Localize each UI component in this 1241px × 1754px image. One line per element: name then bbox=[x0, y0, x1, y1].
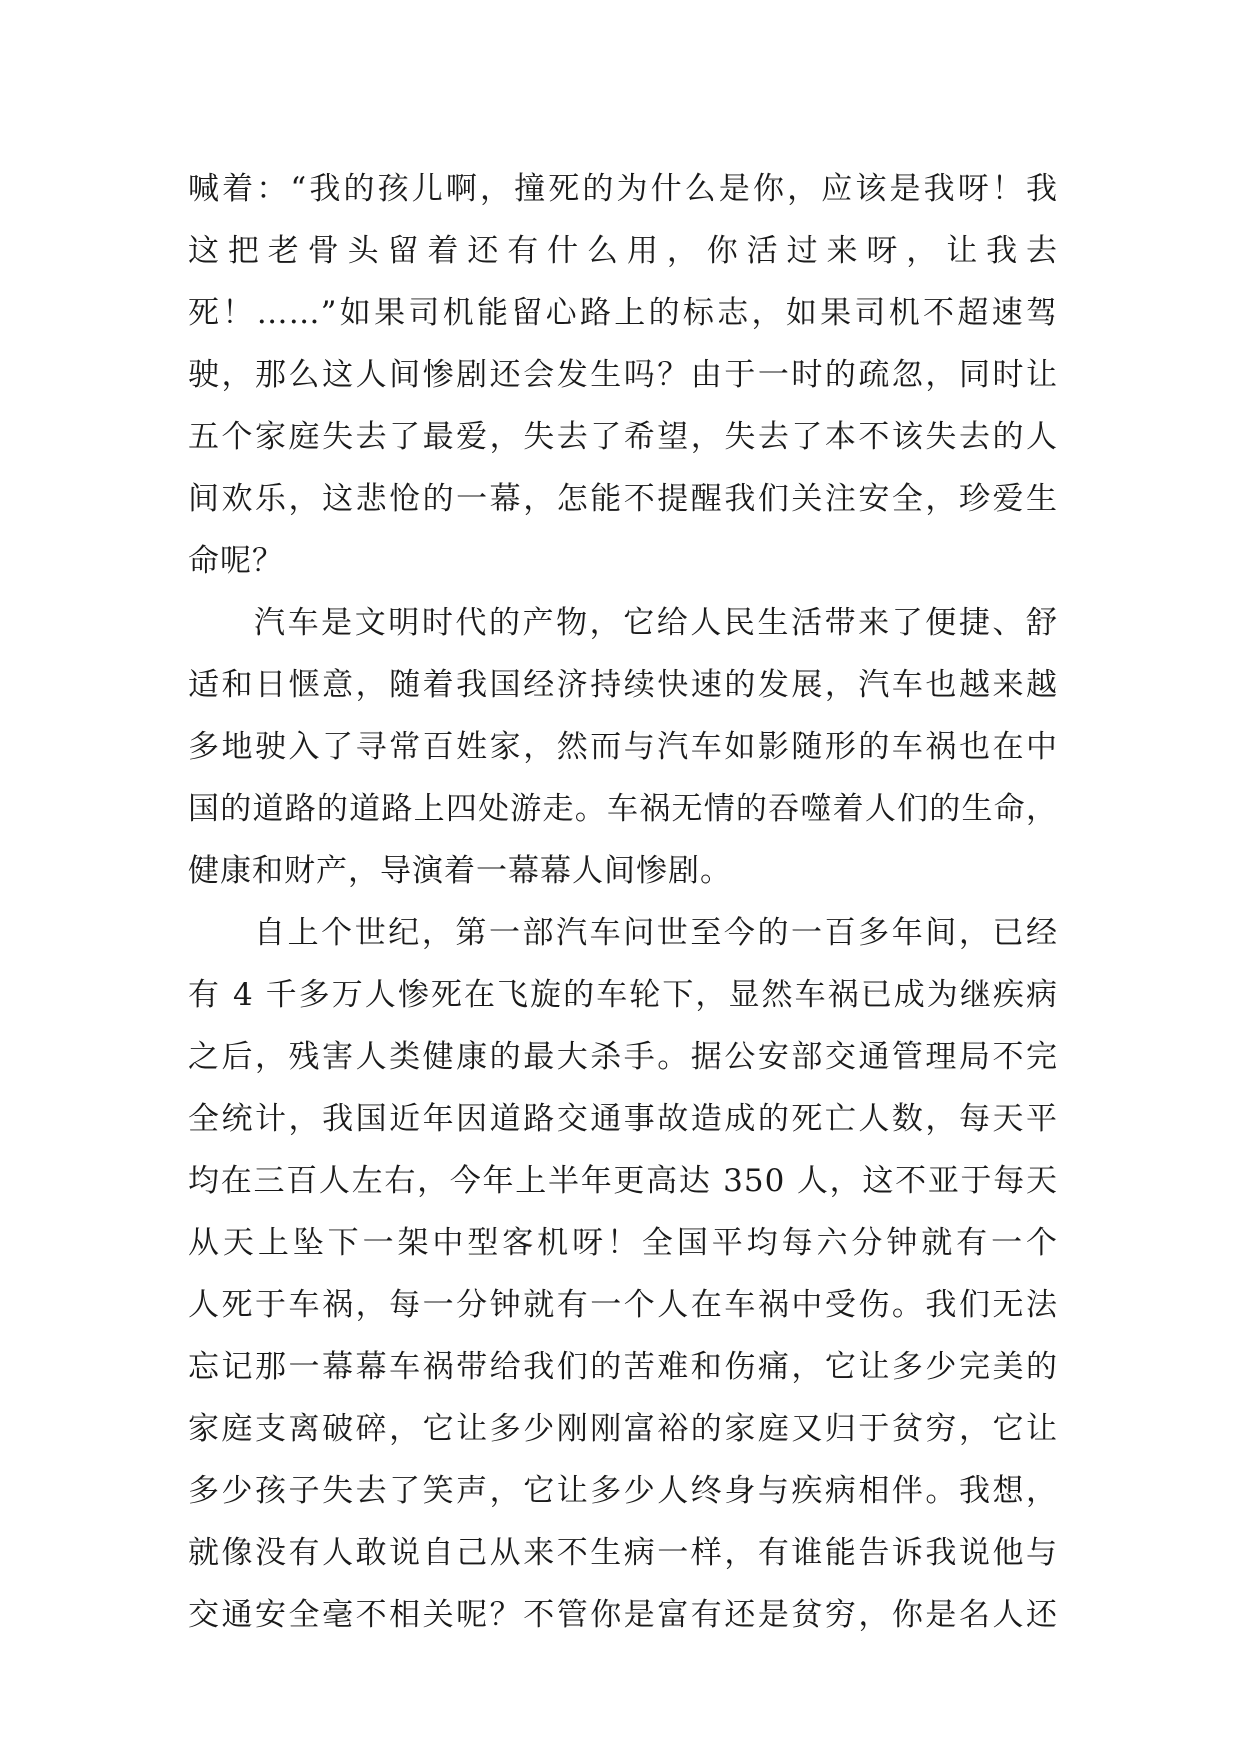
text-line: 多地驶入了寻常百姓家，然而与汽车如影随形的车祸也在中 bbox=[188, 729, 1058, 765]
text-line: 从天上坠下一架中型客机呀！全国平均每六分钟就有一个 bbox=[188, 1225, 1058, 1261]
text-line: 驶，那么这人间惨剧还会发生吗？由于一时的疏忽，同时让 bbox=[188, 357, 1058, 393]
text-line: 五个家庭失去了最爱，失去了希望，失去了本不该失去的人 bbox=[188, 419, 1058, 455]
text-line: 多少孩子失去了笑声，它让多少人终身与疾病相伴。我想， bbox=[188, 1473, 1058, 1509]
text-line: 喊着：“我的孩儿啊，撞死的为什么是你，应该是我呀！我 bbox=[188, 171, 1058, 207]
text-line: 之后，残害人类健康的最大杀手。据公安部交通管理局不完 bbox=[188, 1039, 1058, 1075]
text-line: 家庭支离破碎，它让多少刚刚富裕的家庭又归于贫穷，它让 bbox=[188, 1411, 1058, 1447]
text-line: 就像没有人敢说自己从来不生病一样，有谁能告诉我说他与 bbox=[188, 1535, 1058, 1571]
body-text bbox=[188, 158, 1058, 1646]
text-line: 这把老骨头留着还有什么用，你活过来呀，让我去 bbox=[188, 233, 1058, 269]
text-line: 全统计，我国近年因道路交通事故造成的死亡人数，每天平 bbox=[188, 1101, 1058, 1137]
text-line: 交通安全毫不相关呢？不管你是富有还是贫穷，你是名人还 bbox=[188, 1597, 1058, 1633]
text-line: 死！……”如果司机能留心路上的标志，如果司机不超速驾 bbox=[188, 295, 1058, 331]
text-line: 均在三百人左右，今年上半年更高达 350 人，这不亚于每天 bbox=[188, 1163, 1058, 1199]
text-line: 有 4 千多万人惨死在飞旋的车轮下，显然车祸已成为继疾病 bbox=[188, 977, 1058, 1013]
text-line: 适和日惬意，随着我国经济持续快速的发展，汽车也越来越 bbox=[188, 667, 1058, 703]
text-line: 忘记那一幕幕车祸带给我们的苦难和伤痛，它让多少完美的 bbox=[188, 1349, 1058, 1385]
text-line: 健康和财产，导演着一幕幕人间惨剧。 bbox=[188, 853, 732, 889]
text-line: 国的道路的道路上四处游走。车祸无情的吞噬着人们的生命， bbox=[188, 791, 1058, 827]
text-line: 命呢？ bbox=[188, 543, 284, 579]
text-line: 人死于车祸，每一分钟就有一个人在车祸中受伤。我们无法 bbox=[188, 1287, 1058, 1323]
paragraph-first-line: 自上个世纪，第一部汽车问世至今的一百多年间，已经 bbox=[254, 915, 1058, 951]
text-line: 间欢乐，这悲怆的一幕，怎能不提醒我们关注安全，珍爱生 bbox=[188, 481, 1058, 517]
paragraph-first-line: 汽车是文明时代的产物，它给人民生活带来了便捷、舒 bbox=[254, 605, 1058, 641]
